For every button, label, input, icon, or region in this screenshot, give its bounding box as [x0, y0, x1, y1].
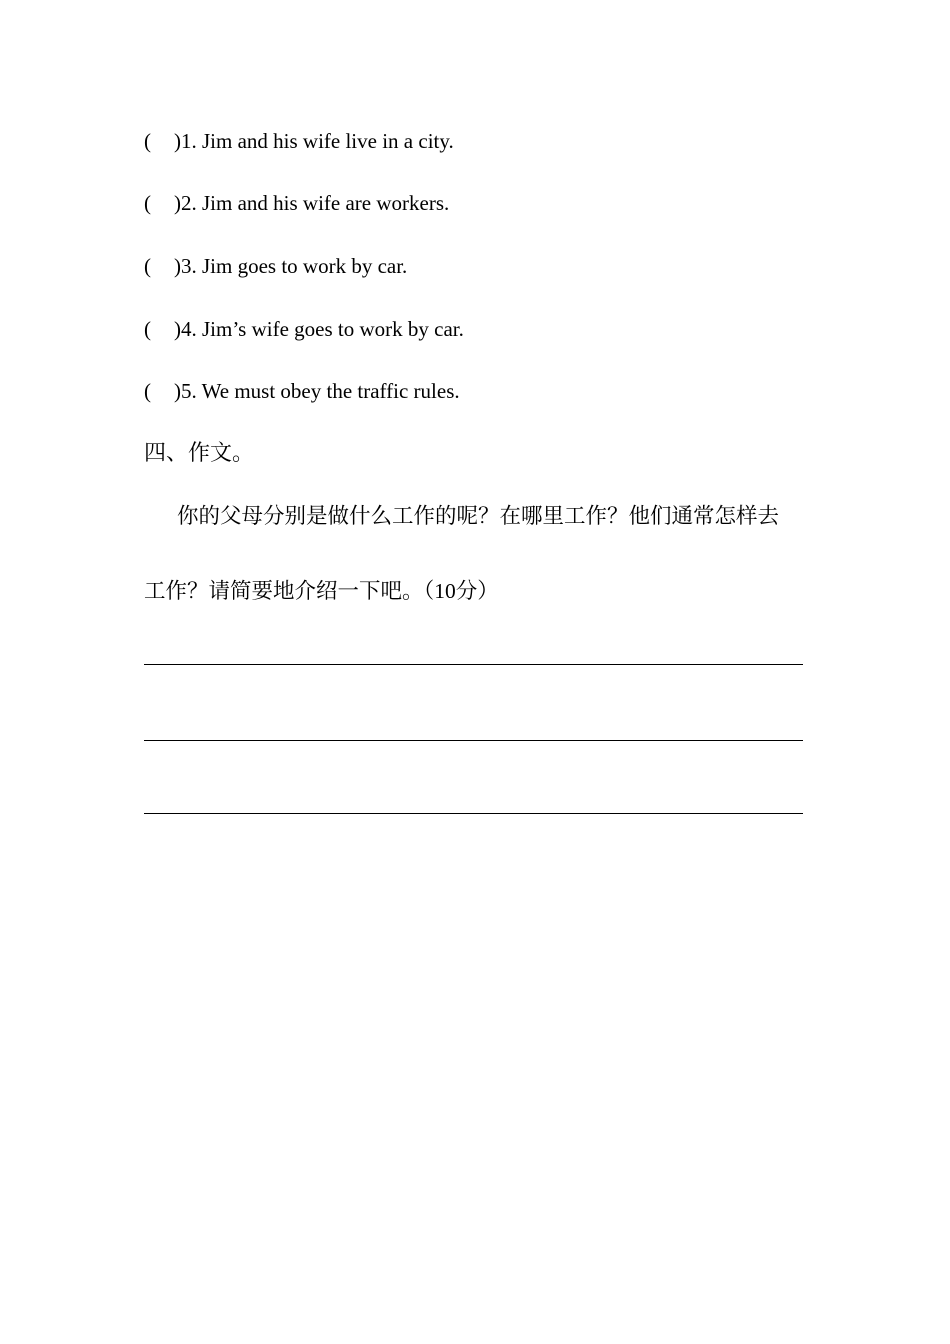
answer-blank-4[interactable]: ( — [144, 317, 151, 341]
question-text-4: )4. Jim’s wife goes to work by car. — [174, 317, 464, 341]
tf-question-1 — [144, 128, 454, 154]
question-text-2: )2. Jim and his wife are workers. — [174, 191, 450, 215]
answer-blank-1[interactable]: ( — [144, 129, 151, 153]
section-title: 四、作文。 — [144, 441, 255, 466]
writing-prompt-text: 工作？请简要地介绍一下吧。（ — [144, 579, 435, 604]
answer-blank-2[interactable]: ( — [144, 191, 151, 215]
question-text-1: )1. Jim and his wife live in a city. — [174, 129, 454, 153]
tf-question-5 — [144, 378, 460, 404]
answer-writing-line-1[interactable] — [144, 664, 803, 665]
answer-writing-line-2[interactable] — [144, 740, 803, 741]
score-value: 10 — [434, 579, 456, 603]
answer-writing-line-3[interactable] — [144, 813, 803, 814]
tf-question-3 — [144, 253, 407, 279]
score-suffix: 分） — [455, 579, 499, 604]
writing-prompt-line-1: 你的父母分别是做什么工作的呢？在哪里工作？他们通常怎样去 — [177, 504, 780, 529]
answer-blank-3[interactable]: ( — [144, 254, 151, 278]
tf-question-4 — [144, 316, 464, 342]
writing-prompt-line-2 — [144, 576, 499, 607]
question-text-5: )5. We must obey the traffic rules. — [174, 379, 460, 403]
question-text-3: )3. Jim goes to work by car. — [174, 254, 408, 278]
answer-blank-5[interactable]: ( — [144, 379, 151, 403]
tf-question-2 — [144, 190, 449, 216]
